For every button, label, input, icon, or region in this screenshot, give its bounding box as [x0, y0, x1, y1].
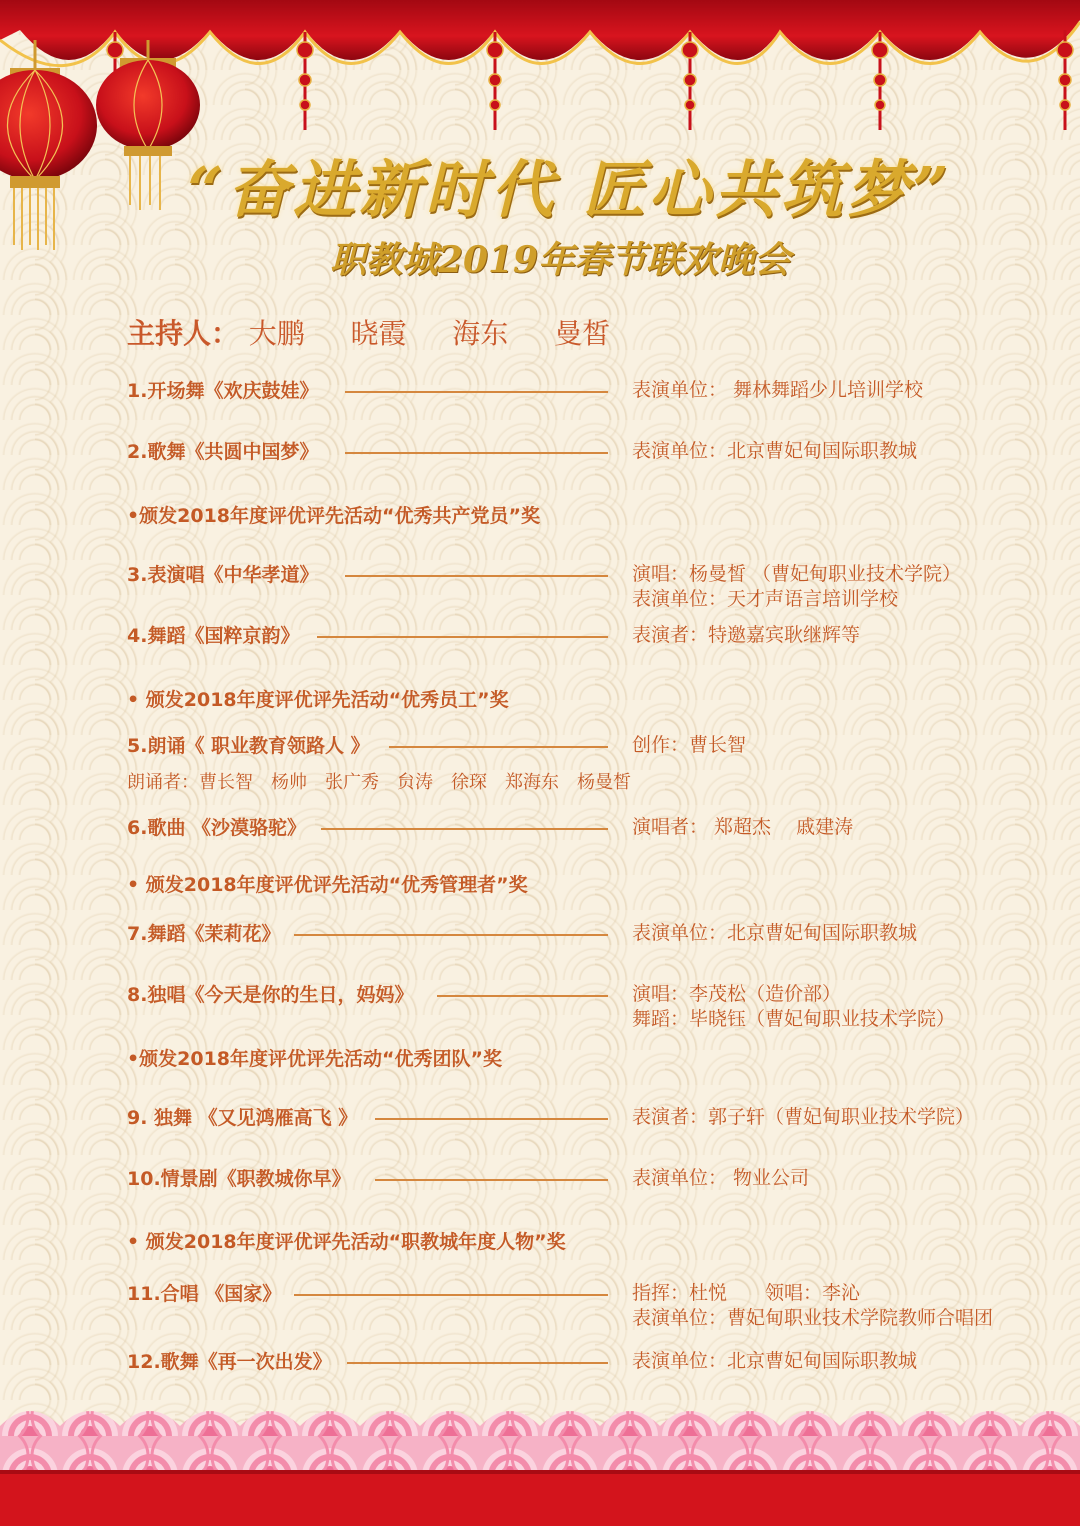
program-title: 10.情景剧《职教城你早》 [127, 1168, 351, 1190]
program-info: 创作：曹长智 [632, 734, 747, 756]
host-line [127, 312, 646, 352]
program-info: 舞蹈：毕晓钰（曹妃甸职业技术学院） [632, 1008, 956, 1030]
program-title: 8.独唱《今天是你的生日，妈妈》 [127, 984, 414, 1006]
reciter-name: 曹长智 [199, 772, 253, 793]
reciters-line [127, 768, 649, 794]
program-item-2 [127, 439, 318, 469]
program-title: 2.歌舞《共圆中国梦》 [127, 441, 319, 463]
program-title: 6.歌曲 《沙漠骆驼》 [127, 817, 307, 839]
reciter-name: 张广秀 [325, 772, 379, 793]
program-info: 演唱：杨曼皙 （曹妃甸职业技术学院） [632, 563, 962, 585]
award-item: •颁发2018年度评优评先活动“优秀共产党员”奖 [127, 505, 541, 527]
tassel-ornament-5 [872, 32, 888, 130]
program-item-3 [127, 562, 318, 592]
program-title: 1.开场舞《欢庆鼓娃》 [127, 380, 319, 402]
host-name: 海东 [452, 317, 509, 350]
host-name: 晓霞 [350, 317, 407, 350]
tassel-ornament-4 [682, 32, 698, 130]
program-info: 表演单位： 物业公司 [632, 1167, 810, 1189]
program-item-12 [127, 1349, 332, 1379]
program-info: 表演者：郭子轩（曹妃甸职业技术学院） [632, 1106, 975, 1128]
program-item-11 [127, 1281, 281, 1311]
reciter-name: 杨曼皙 [577, 772, 631, 793]
reciter-name: 杨帅 [271, 772, 307, 793]
leader-line [317, 636, 608, 638]
program-item-1 [127, 378, 318, 408]
program-item-10 [127, 1166, 351, 1196]
reciter-name: 徐琛 [451, 772, 487, 793]
poster-subtitle: 职教城2019年春节联欢晚会 [329, 239, 791, 281]
leader-line [294, 934, 608, 936]
award-item: •颁发2018年度评优评先活动“优秀团队”奖 [127, 1048, 503, 1070]
program-info: 表演单位：北京曹妃甸国际职教城 [632, 1350, 918, 1372]
reciter-name: 郑海东 [505, 772, 559, 793]
program-item-4 [127, 623, 299, 653]
program-info: 指挥：杜悦 领唱：李沁 [632, 1282, 861, 1304]
leader-line [345, 575, 608, 577]
leader-line [437, 995, 608, 997]
program-title: 4.舞蹈《国粹京韵》 [127, 625, 300, 647]
leader-line [294, 1294, 608, 1296]
reciters-label: 朗诵者： [127, 772, 199, 793]
curtain-swag [0, 0, 1080, 60]
leader-line [375, 1118, 608, 1120]
program-info: 表演者：特邀嘉宾耿继辉等 [632, 624, 861, 646]
leader-line [345, 391, 608, 393]
award-item: • 颁发2018年度评优评先活动“职教城年度人物”奖 [127, 1231, 566, 1253]
award-item: • 颁发2018年度评优评先活动“优秀管理者”奖 [127, 874, 528, 896]
program-info: 表演单位： 舞林舞蹈少儿培训学校 [632, 379, 924, 401]
program-info: 表演单位：北京曹妃甸国际职教城 [632, 440, 918, 462]
program-info: 演唱：李茂松（造价部） [632, 983, 842, 1005]
leader-line [345, 452, 608, 454]
tassel-ornament-3 [487, 32, 503, 130]
program-item-7 [127, 921, 280, 951]
host-name: 曼皙 [554, 317, 611, 350]
program-info: 演唱者： 郑超杰 戚建涛 [632, 816, 854, 838]
program-item-6 [127, 815, 306, 845]
reciter-name: 贠涛 [397, 772, 433, 793]
program-title: 12.歌舞《再一次出发》 [127, 1351, 332, 1373]
program-title: 9. 独舞 《又见鸿雁高飞 》 [127, 1107, 358, 1129]
program-item-9 [127, 1105, 357, 1135]
program-info: 表演单位：天才声语言培训学校 [632, 588, 899, 610]
leader-line [389, 746, 608, 748]
lantern-left [0, 40, 97, 250]
award-item: • 颁发2018年度评优评先活动“优秀员工”奖 [127, 689, 509, 711]
program-title: 3.表演唱《中华孝道》 [127, 564, 319, 586]
program-item-8 [127, 982, 413, 1012]
host-label: 主持人： [127, 317, 240, 350]
tassel-ornament-2 [297, 32, 313, 130]
bottom-red-band [0, 1470, 1080, 1526]
program-info: 表演单位：北京曹妃甸国际职教城 [632, 922, 918, 944]
program-title: 7.舞蹈《茉莉花》 [127, 923, 281, 945]
poster-title: “奋进新时代 匠心共筑梦” [187, 153, 953, 226]
program-title: 5.朗诵《 职业教育领路人 》 [127, 735, 370, 757]
leader-line [321, 828, 608, 830]
bottom-wave-decoration [0, 1396, 1080, 1526]
program-item-5 [127, 733, 370, 763]
leader-line [375, 1179, 608, 1181]
tassel-ornament-6 [1057, 30, 1073, 130]
host-name: 大鹏 [248, 317, 305, 350]
program-info: 表演单位：曹妃甸职业技术学院教师合唱团 [632, 1307, 994, 1329]
program-title: 11.合唱 《国家》 [127, 1283, 282, 1305]
leader-line [347, 1362, 608, 1364]
